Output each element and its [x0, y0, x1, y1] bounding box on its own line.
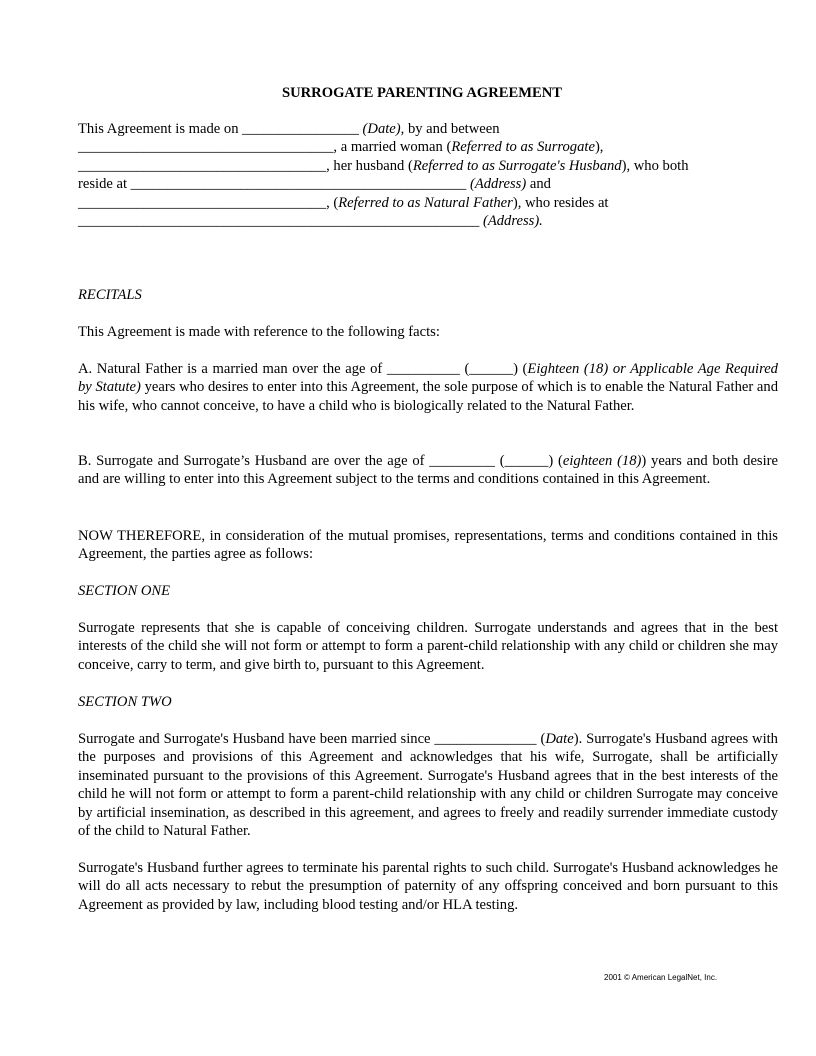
document-title: SURROGATE PARENTING AGREEMENT	[281, 85, 563, 101]
recitals-heading: RECITALS	[78, 287, 142, 303]
intro-line-1: This Agreement is made on ________________ (Date), by and between	[78, 121, 500, 137]
section-two-paragraph-2: Surrogate's Husband further agrees to terminate his parental rights to such child. Surrogate's Husband acknowledges he will do all acts necessary to rebut the presumption of paternity of any offspring conceived and born pursuant to this Agreement as provided by law, including blood testing and/or HLA testing.	[78, 860, 778, 913]
section-two-paragraph: Surrogate and Surrogate's Husband have been married since ______________ (Date). Surrogate's Husband agrees with the purposes and provisions of this Agreement and acknowledges that his wife, Surrogate, shall be artificially inseminated pursuant to the provisions of this Agreement. Surrogate's Husband agrees that in the best interests of the child he will not form or attempt to form a parent-child relationship with any child or children Surrogate may conceive by artificial insemination, as described in this agreement, and agrees to freely and readily surrender immediate custody of the child to Natural Father.	[78, 731, 778, 840]
section-one-paragraph: Surrogate represents that she is capable of conceiving children. Surrogate understands and agrees that in the best interests of the child she will not form or attempt to form a parent-child relationship with any child or children she may conceive, carry to term, and give birth to, pursuant to this Agreement.	[78, 620, 778, 673]
intro-line-4: reside at ______________________________________________ (Address) and	[78, 176, 551, 193]
recitals-intro: This Agreement is made with reference to the following facts:	[78, 324, 440, 340]
intro-line-5: __________________________________, (Referred to as Natural Father), who resides at	[78, 194, 609, 211]
now-therefore-paragraph: NOW THEREFORE, in consideration of the mutual promises, representations, terms and conditions contained in this Agreement, the parties agree as follows:	[78, 528, 778, 563]
copyright-footer: 2001 © American LegalNet, Inc.	[604, 973, 718, 982]
recital-b-paragraph: B. Surrogate and Surrogate’s Husband are over the age of _________ (______) (eighteen (18)) years and both desire and are willing to enter into this Agreement subject to the terms and conditions contained in this Agreement.	[78, 453, 779, 488]
section-one-heading: SECTION ONE	[78, 583, 171, 599]
intro-line-2: ___________________________________, a married woman (Referred to as Surrogate),	[78, 139, 604, 156]
recital-a-paragraph: A. Natural Father is a married man over the age of __________ (______) (Eighteen (18) or Applicable Age Required by Statute) years who desires to enter into this Agreement, the sole purpose of which is to enable the Natural Father and his wife, who cannot conceive, to have a child who is biologically related to the Natural Father.	[78, 361, 778, 414]
intro-line-6: _______________________________________________________ (Address).	[78, 213, 543, 230]
section-two-heading: SECTION TWO	[78, 694, 172, 710]
intro-paragraph	[78, 120, 778, 230]
intro-line-3: __________________________________, her husband (Referred to as Surrogate's Husband), who both	[78, 157, 689, 174]
